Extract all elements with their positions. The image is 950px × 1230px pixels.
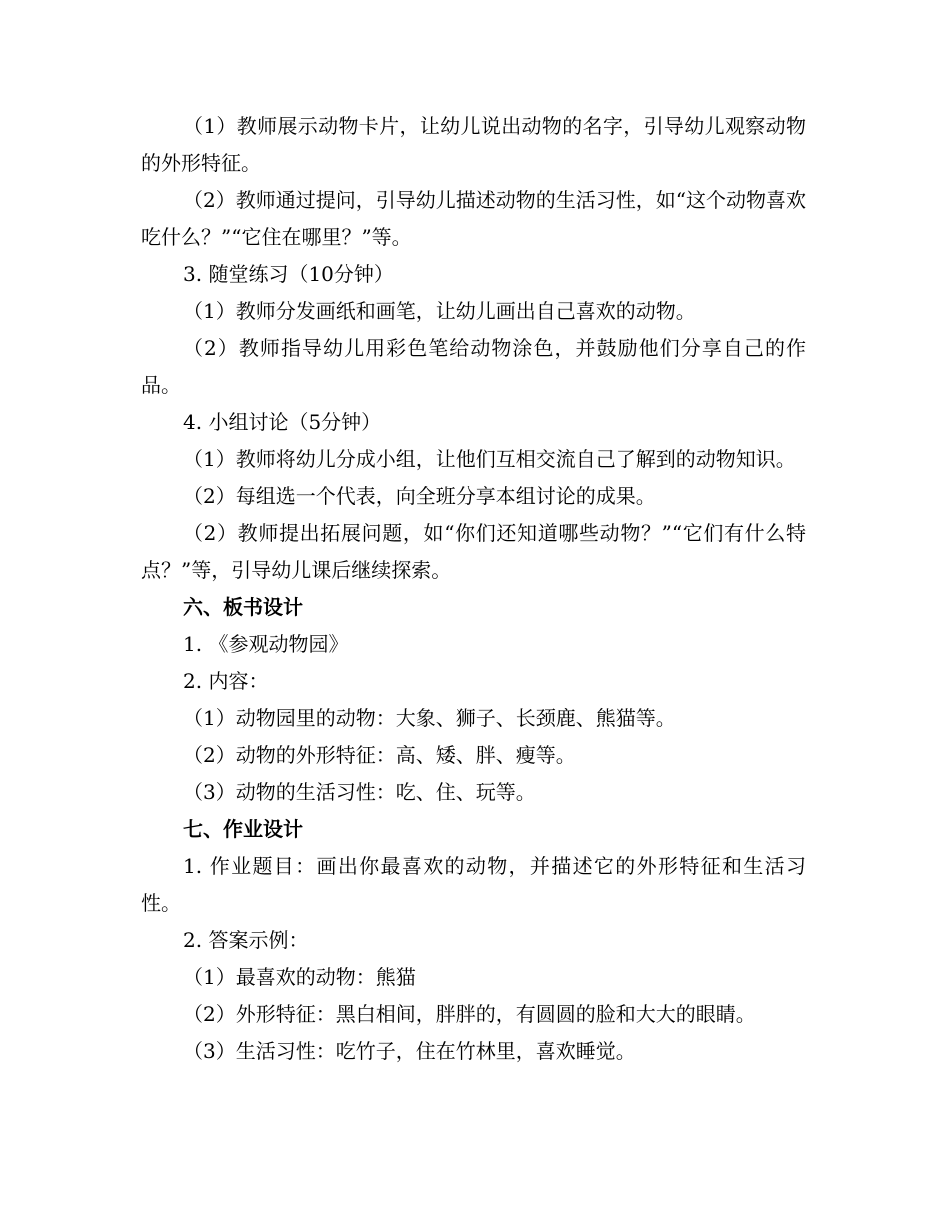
paragraph: （1）教师分发画纸和画笔，让幼儿画出自己喜欢的动物。: [183, 299, 696, 323]
paragraph: （2）外形特征：黑白相间，胖胖的，有圆圆的脸和大大的眼睛。: [183, 1002, 756, 1026]
list-item: 1. 《参观动物园》: [183, 632, 349, 656]
paragraph: （2）教师指导幼儿用彩色笔给动物涂色，并鼓励他们分享自己的作品。: [141, 336, 806, 397]
document-body: [141, 108, 806, 1070]
paragraph: （1）动物园里的动物：大象、狮子、长颈鹿、熊猫等。: [183, 706, 676, 730]
paragraph: （2）每组选一个代表，向全班分享本组讨论的成果。: [183, 484, 656, 508]
list-item: 1. 作业题目：画出你最喜欢的动物，并描述它的外形特征和生活习性。: [141, 854, 806, 915]
section-heading: 六、板书设计: [183, 595, 303, 619]
paragraph: （3）生活习性：吃竹子，住在竹林里，喜欢睡觉。: [183, 1039, 636, 1063]
paragraph: （2）教师提出拓展问题，如“你们还知道哪些动物？”“它们有什么特点？”等，引导幼儿课后继续探索。: [141, 521, 806, 582]
paragraph: （1）最喜欢的动物：熊猫: [183, 965, 416, 989]
list-item: 2. 内容：: [183, 669, 269, 693]
paragraph: （3）动物的生活习性：吃、住、玩等。: [183, 780, 536, 804]
list-item: 3. 随堂练习（10分钟）: [183, 262, 394, 286]
paragraph: （2）动物的外形特征：高、矮、胖、瘦等。: [183, 743, 576, 767]
section-heading: 七、作业设计: [183, 817, 303, 841]
paragraph: （2）教师通过提问，引导幼儿描述动物的生活习性，如“这个动物喜欢吃什么？”“它住在哪里？”等。: [141, 188, 806, 249]
list-item: 2. 答案示例：: [183, 928, 309, 952]
list-item: 4. 小组讨论（5分钟）: [183, 410, 382, 434]
paragraph: （1）教师将幼儿分成小组，让他们互相交流自己了解到的动物知识。: [183, 447, 796, 471]
paragraph: （1）教师展示动物卡片，让幼儿说出动物的名字，引导幼儿观察动物的外形特征。: [141, 114, 806, 175]
